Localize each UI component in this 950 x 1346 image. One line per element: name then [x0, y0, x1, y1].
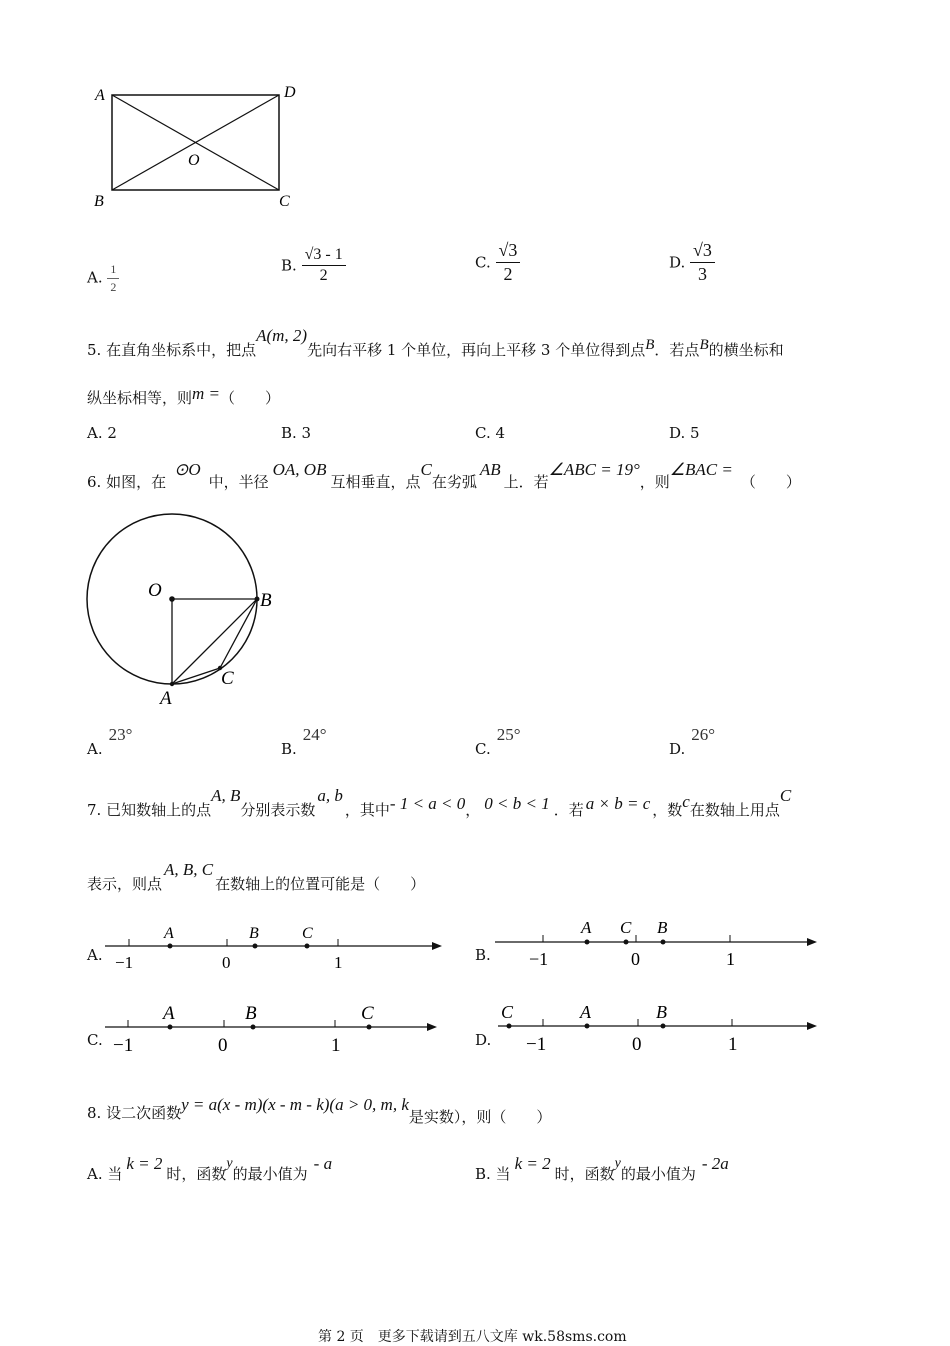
svg-text:1: 1 — [334, 953, 343, 972]
q7-stem-line1: 7. 已知数轴上的点A, B分别表示数a, b，其中- 1 < a < 0， 0 < b < 1 ．若 a × b = c ，数c在数轴上用点C — [87, 786, 792, 819]
point-a-coord: A(m, 2) — [256, 326, 308, 345]
fraction-denominator: 2 — [503, 264, 513, 284]
number-line-a — [100, 918, 450, 976]
label-C: C — [221, 668, 234, 689]
svg-text:0: 0 — [222, 953, 231, 972]
q8-option-a[interactable]: A. 当k = 2时，函数y的最小值为- a — [87, 1154, 333, 1183]
svg-text:A: A — [580, 1002, 591, 1022]
fraction-numerator: √3 — [496, 240, 521, 263]
fraction-denominator: 2 — [110, 280, 117, 294]
svg-text:−1: −1 — [113, 1035, 134, 1056]
svg-text:0: 0 — [218, 1035, 228, 1056]
q7-option-c-letter[interactable]: C. — [87, 1031, 103, 1049]
fraction-denominator: 2 — [319, 267, 328, 284]
svg-text:C: C — [620, 918, 632, 937]
svg-text:−1: −1 — [115, 953, 134, 972]
q8-option-b[interactable]: B. 当k = 2时，函数y的最小值为- 2a — [475, 1154, 729, 1183]
svg-text:C: C — [302, 925, 313, 942]
svg-text:C: C — [361, 1003, 374, 1024]
q4-option-b[interactable] — [281, 246, 346, 285]
fraction-denominator: 3 — [697, 264, 707, 284]
q4-option-c[interactable] — [475, 240, 520, 285]
option-letter: D. — [669, 253, 686, 272]
label-B: B — [260, 590, 272, 611]
svg-text:1: 1 — [728, 1034, 738, 1055]
q5-stem-line2: 纵坐标相等，则m =（ ） — [87, 384, 281, 407]
svg-text:0: 0 — [631, 949, 640, 969]
svg-text:1: 1 — [726, 949, 735, 969]
option-letter: B. — [281, 256, 297, 275]
q6-option-d[interactable]: D.26° — [669, 725, 716, 758]
q5-option-d[interactable]: D. 5 — [669, 424, 700, 442]
fraction-numerator: 1 — [107, 262, 119, 279]
q7-option-d-letter[interactable]: D. — [475, 1031, 492, 1049]
number-line-d — [490, 998, 830, 1060]
q5-option-c[interactable]: C. 4 — [475, 424, 506, 442]
q6-option-c[interactable]: C.25° — [475, 725, 521, 758]
label-A: A — [160, 688, 172, 708]
label-C: C — [279, 193, 290, 210]
label-D: D — [284, 84, 296, 101]
option-letter: A. — [87, 268, 103, 287]
svg-text:A: A — [164, 925, 174, 942]
circle-figure — [80, 508, 280, 708]
q5-option-b[interactable]: B. 3 — [281, 424, 312, 442]
fraction-numerator: √3 - 1 — [302, 246, 346, 266]
svg-text:B: B — [656, 1002, 667, 1022]
q5-option-a[interactable]: A. 2 — [87, 424, 117, 442]
label-O: O — [188, 152, 200, 169]
q7-option-a-letter[interactable]: A. — [87, 946, 103, 964]
q5-stem-line1: 5. 在直角坐标系中，把点A(m, 2)先向右平移 1 个单位，再向上平移 3 个单位得到点B．若点B的横坐标和 — [87, 326, 784, 359]
option-letter: C. — [475, 253, 491, 272]
svg-text:A: A — [581, 918, 592, 937]
label-B: B — [94, 193, 104, 210]
fraction-numerator: √3 — [690, 240, 715, 263]
number-line-b — [490, 914, 830, 974]
q4-option-d[interactable] — [669, 240, 715, 285]
svg-text:0: 0 — [632, 1034, 642, 1055]
q6-option-a[interactable]: A.23° — [87, 725, 133, 758]
svg-text:C: C — [501, 1002, 514, 1022]
q4-option-a[interactable] — [87, 262, 119, 295]
svg-text:B: B — [657, 918, 668, 937]
q7-stem-line2: 表示，则点A, B, C在数轴上的位置可能是（ ） — [87, 860, 426, 893]
svg-text:−1: −1 — [526, 1034, 547, 1055]
rectangle-figure — [85, 80, 315, 215]
q7-option-b-letter[interactable]: B. — [475, 946, 491, 964]
q6-option-b[interactable]: B.24° — [281, 725, 327, 758]
page-footer: 第 2 页 更多下载请到五八文库 wk.58sms.com — [318, 1329, 627, 1345]
svg-text:A: A — [163, 1003, 175, 1024]
q6-stem: 6. 如图，在⊙O中，半径OA, OB互相垂直，点C在劣弧AB上．若∠ABC = 19°，则∠BAC =（ ） — [87, 460, 801, 491]
svg-text:B: B — [245, 1003, 257, 1024]
svg-text:−1: −1 — [529, 949, 549, 969]
number-line-c — [100, 1000, 450, 1060]
svg-text:B: B — [249, 925, 259, 942]
svg-text:1: 1 — [331, 1035, 341, 1056]
label-O: O — [148, 580, 162, 601]
q8-stem: 8. 设二次函数y = a(x - m)(x - m - k)(a > 0, m, k是实数），则（ ） — [87, 1095, 552, 1126]
label-A: A — [95, 87, 105, 104]
